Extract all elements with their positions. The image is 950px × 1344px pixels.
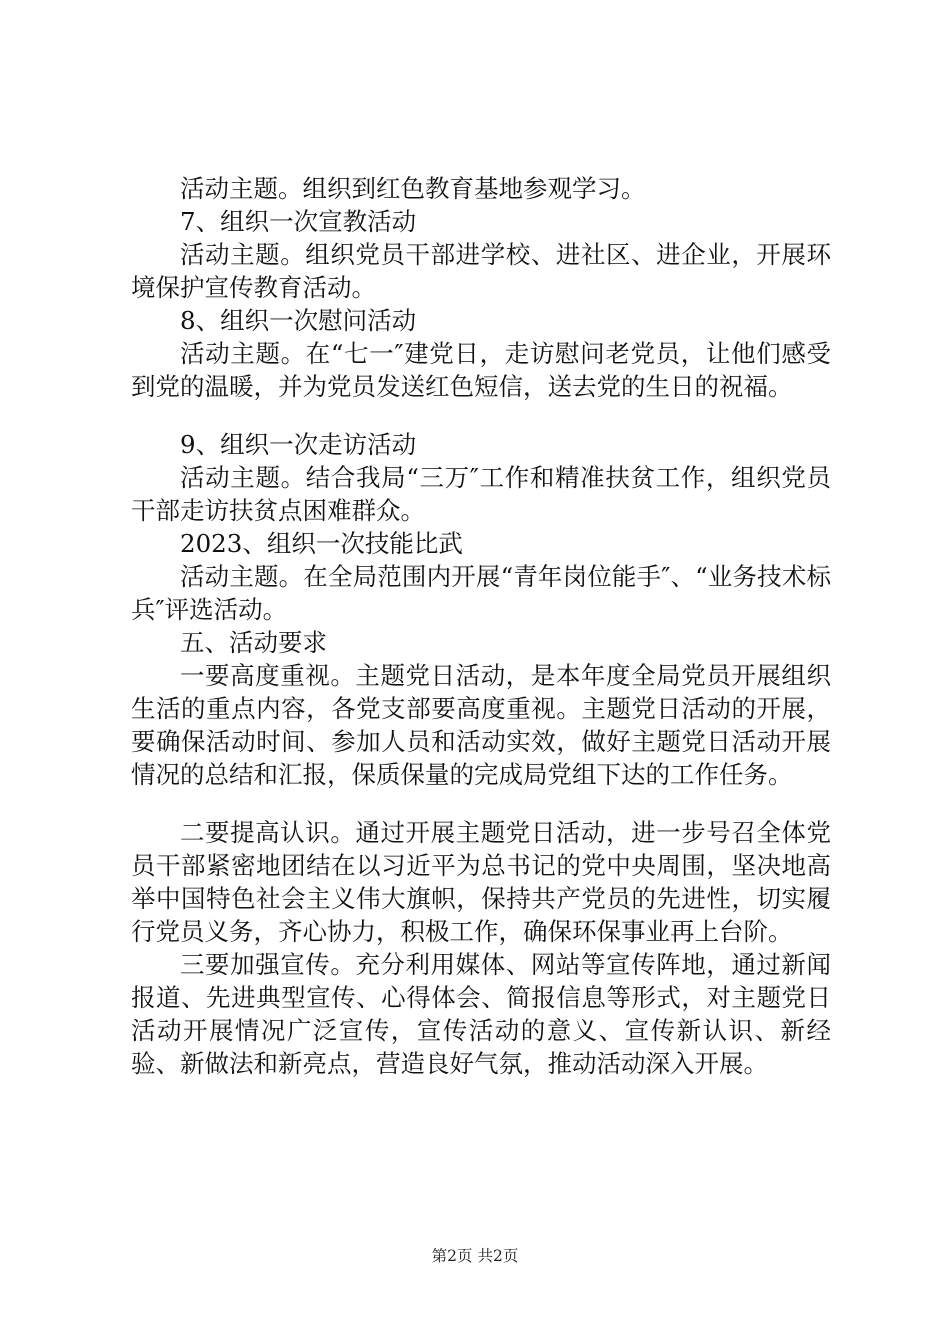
paragraph-activity-10-theme: 活动主题。在全局范围内开展“青年岗位能手″、“业务技术标兵″评选活动。 bbox=[131, 562, 831, 624]
paragraph-gap bbox=[131, 791, 831, 816]
paragraph-requirement-2: 二要提高认识。通过开展主题党日活动，进一步号召全体党员干部紧密地团结在以习近平为总书记的党中央周围，坚决地高举中国特色社会主义伟大旗帜，保持共产党员的先进性，切实履行党员义务，齐心协力，积极工作，确保环保事业再上台阶。 bbox=[131, 818, 831, 946]
paragraph-requirement-3: 三要加强宣传。充分利用媒体、网站等宣传阵地，通过新闻报道、先进典型宣传、心得体会、简报信息等形式，对主题党日活动开展情况广泛宣传，宣传活动的意义、宣传新认识、新经验、新做法和新亮点，营造良好气氛，推动活动深入开展。 bbox=[131, 950, 831, 1078]
paragraph-activity-7-theme: 活动主题。组织党员干部进学校、进社区、进企业，开展环境保护宣传教育活动。 bbox=[131, 240, 831, 302]
paragraph-requirement-1: 一要高度重视。主题党日活动，是本年度全局党员开展组织生活的重点内容，各党支部要高度重视。主题党日活动的开展，要确保活动时间、参加人员和活动实效，做好主题党日活动开展情况的总结和汇报，保质保量的完成局党组下达的工作任务。 bbox=[131, 661, 831, 789]
paragraph-activity-6-theme: 活动主题。组织到红色教育基地参观学习。 bbox=[180, 174, 646, 203]
document-body bbox=[131, 172, 831, 1080]
section-heading-requirements: 五、活动要求 bbox=[180, 628, 327, 657]
page-number-footer: 第2页 共2页 bbox=[431, 1247, 519, 1265]
paragraph-activity-9-theme: 活动主题。结合我局“三万″工作和精准扶贫工作，组织党员干部走访扶贫点困难群众。 bbox=[131, 463, 831, 525]
heading-activity-9: 9、组织一次走访活动 bbox=[180, 430, 417, 459]
paragraph-gap bbox=[131, 403, 831, 428]
heading-activity-10: 2023、组织一次技能比武 bbox=[180, 529, 463, 558]
paragraph-activity-8-theme: 活动主题。在“七一″建党日，走访慰问老党员，让他们感受到党的温暖，并为党员发送红色短信，送去党的生日的祝福。 bbox=[131, 339, 831, 401]
heading-activity-8: 8、组织一次慰问活动 bbox=[180, 306, 417, 335]
heading-activity-7: 7、组织一次宣教活动 bbox=[180, 207, 417, 236]
